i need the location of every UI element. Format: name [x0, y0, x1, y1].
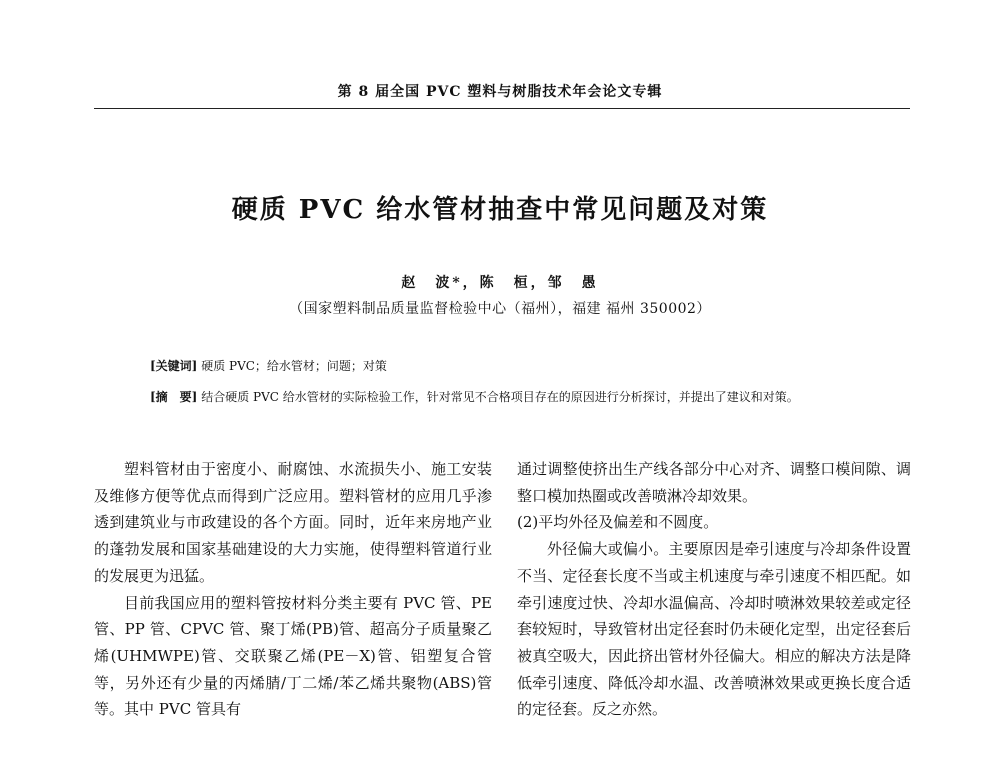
right-paragraph-1: 通过调整使挤出生产线各部分中心对齐、调整口模间隙、调整口模加热圈或改善喷淋冷却效果。: [517, 460, 911, 505]
keywords-label: [关键词]: [150, 359, 198, 373]
paper-title: 硬质 PVC 给水管材抽查中常见问题及对策: [231, 195, 769, 225]
right-paragraph-2: (2)平均外径及偏差和不圆度。: [517, 513, 719, 532]
affiliation: （国家塑料制品质量监督检验中心（福州），福建 福州 350002）: [289, 301, 711, 317]
left-paragraph-1: 塑料管材由于密度小、耐腐蚀、水流损失小、施工安装及维修方便等优点而得到广泛应用。塑料管材的应用几乎渗透到建筑业与市政建设的各个方面。同时，近年来房地产业的蓬勃发展和国家基础建设的大力实施，使得塑料管道行业的发展更为迅猛。: [94, 460, 492, 585]
journal-header: 第 8 届全国 PVC 塑料与树脂技术年会论文专辑: [337, 84, 663, 100]
left-paragraph-2: 目前我国应用的塑料管按材料分类主要有 PVC 管、PE 管、PP 管、CPVC 管、聚丁烯(PB)管、超高分子质量聚乙烯(UHMWPE)管、交联聚乙烯(PE－X)管、铝塑复合管等，另外还有少量的丙烯腈/丁二烯/苯乙烯共聚物(ABS)管等。其中 PVC 管具有: [94, 593, 492, 719]
keywords-text: 硬质 PVC；给水管材；问题；对策: [201, 359, 387, 373]
right-paragraph-3: 外径偏大或偏小。主要原因是牵引速度与冷却条件设置不当、定径套长度不当或主机速度与牵引速度不相匹配。如牵引速度过快、冷却水温偏高、冷却时喷淋效果较差或定径套较短时，导致管材出定径套时仍未硬化定型，出定径套后被真空吸大，因此挤出管材外径偏大。相应的解决方法是降低牵引速度、降低冷却水温、改善喷淋效果或更换长度合适的定径套。反之亦然。: [517, 540, 911, 719]
abstract-label: [摘 要]: [150, 390, 198, 404]
keywords: [150, 356, 890, 376]
abstract-text: 结合硬质 PVC 给水管材的实际检验工作，针对常见不合格项目存在的原因进行分析探讨，并提出了建议和对策。: [201, 390, 799, 404]
authors: 赵 波*，陈 桓，邹 愚: [401, 275, 599, 291]
header-divider: [94, 108, 910, 109]
right-column: [517, 456, 911, 723]
left-column: [94, 456, 492, 723]
abstract: [130, 384, 886, 410]
